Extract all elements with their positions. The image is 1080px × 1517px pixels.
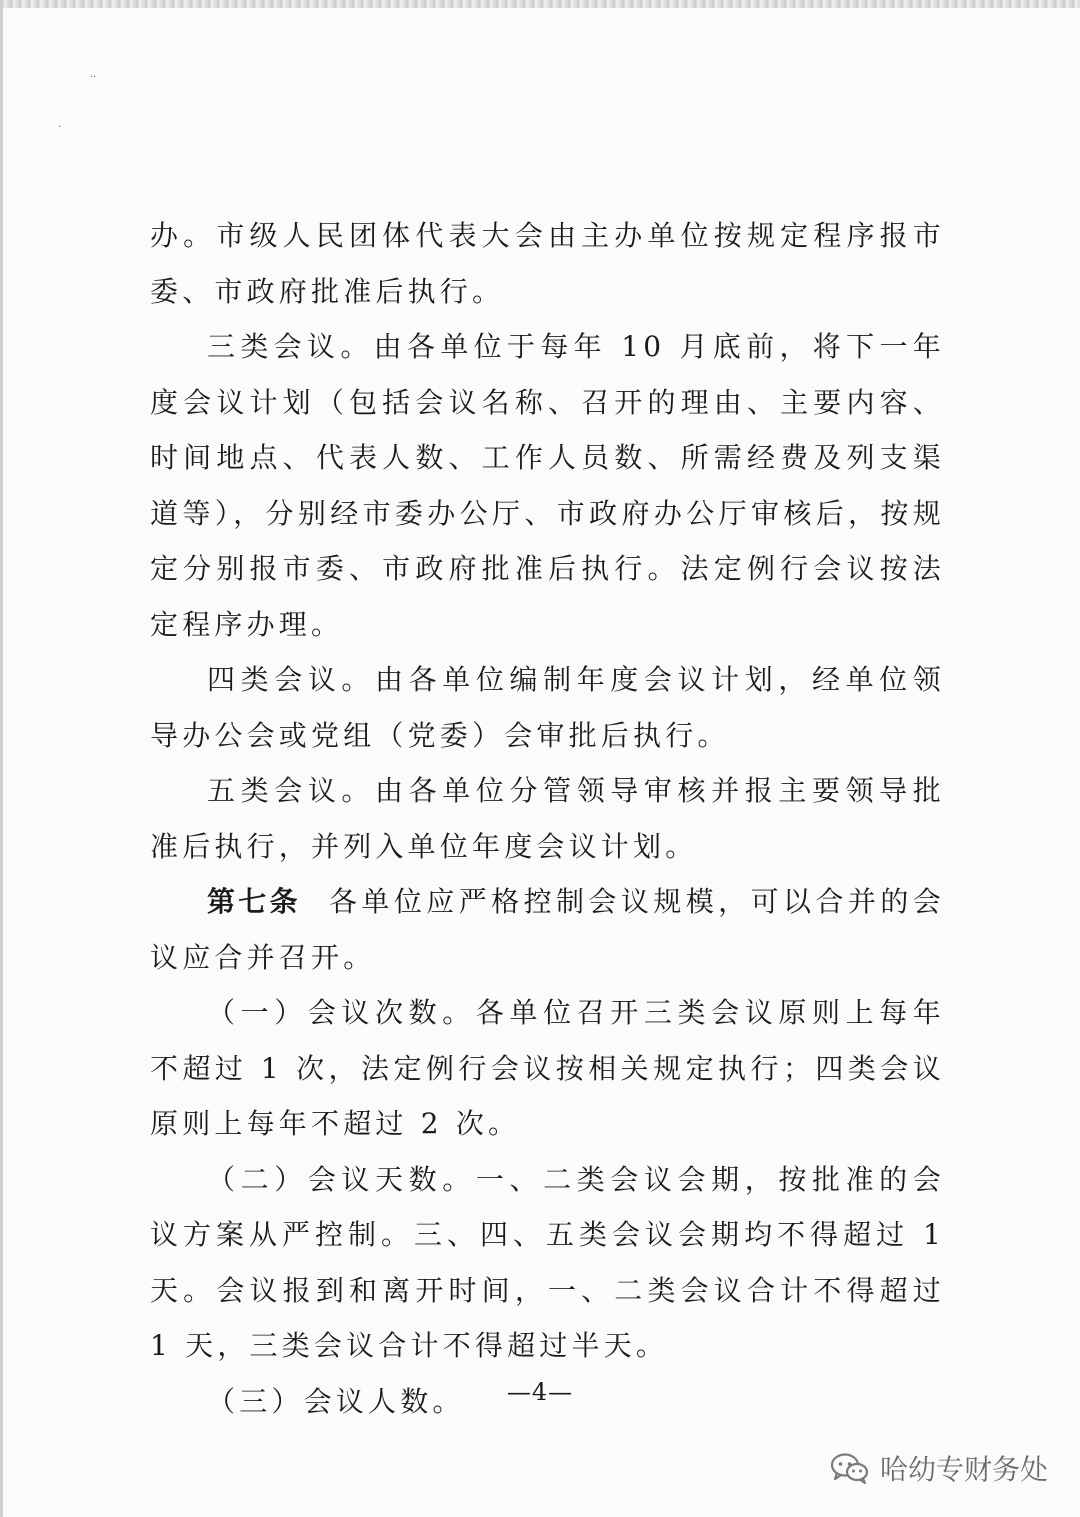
scan-speck: ·· <box>90 72 97 83</box>
paragraph-meeting-days: （二）会议天数。一、二类会议会期，按批准的会议方案从严控制。三、四、五类会议会期均不得超过 1 天。会议报到和离开时间，一、二类会议合计不得超过 1 天，三类会议合计不得超过半天。 <box>150 1162 945 1362</box>
paragraph-article-seven <box>150 874 945 985</box>
paragraph-meeting-count: （一）会议次数。各单位召开三类会议原则上每年不超过 1 次，法定例行会议按相关规定执行；四类会议原则上每年不超过 2 次。 <box>150 996 945 1140</box>
paragraph-class-three-meetings: 三类会议。由各单位于每年 10 月底前，将下一年度会议计划（包括会议名称、召开的理由、主要内容、时间地点、代表人数、工作人员数、所需经费及列支渠道等），分别经市委办公厅、市政府办公厅审核后，按规定分别报市委、市政府批准后执行。法定例行会议按法定程序办理。 <box>150 330 945 641</box>
paragraph-continuation: 办。市级人民团体代表大会由主办单位按规定程序报市委、市政府批准后执行。 <box>150 219 945 308</box>
paragraph-meeting-attendees: （三）会议人数。 <box>207 1384 465 1418</box>
watermark-label: 哈幼专财务处 <box>879 1453 1048 1486</box>
page-number: —4— <box>506 1378 574 1406</box>
wechat-icon <box>830 1452 870 1484</box>
paragraph-class-five-meetings: 五类会议。由各单位分管领导审核并报主要领导批准后执行，并列入单位年度会议计划。 <box>150 774 945 863</box>
article-seven-text: 各单位应严格控制会议规模，可以合并的会议应合并召开。 <box>150 885 945 974</box>
document-body <box>150 208 945 1429</box>
watermark <box>830 1448 1048 1488</box>
scan-speck: · <box>58 122 62 133</box>
article-heading: 第七条 <box>207 885 301 918</box>
scan-edge-left <box>0 0 3 1517</box>
scan-edge-top <box>0 0 1080 8</box>
paragraph-class-four-meetings: 四类会议。由各单位编制年度会议计划，经单位领导办公会或党组（党委）会审批后执行。 <box>150 663 945 752</box>
